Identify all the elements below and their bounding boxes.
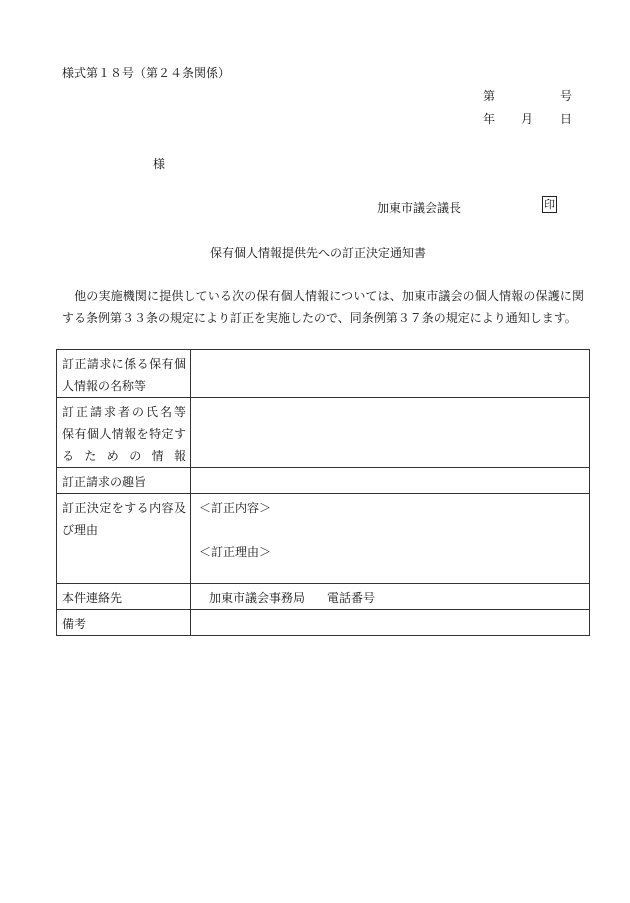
table-label-remarks: 備考 — [57, 610, 191, 636]
doc-number-prefix: 第 — [483, 89, 496, 103]
table-value-request-purpose — [191, 468, 590, 494]
table-row — [57, 610, 590, 636]
table-label-identifying-info: 保有個人情報を特定するための情報 — [62, 427, 186, 463]
contact-office: 加東市議会事務局 — [209, 591, 306, 605]
document-title: 保有個人情報提供先への訂正決定通知書 — [210, 246, 427, 260]
notice-form-table — [56, 349, 590, 636]
issuer-title: 加東市議会議長 — [377, 201, 462, 215]
table-label-decision: 訂正決定をする内容及び理由 — [57, 494, 191, 584]
table-value-decision — [191, 494, 590, 584]
correction-reason-heading: ＜訂正理由＞ — [199, 545, 272, 559]
seal-box: 印 — [544, 198, 555, 211]
date-day-label: 日 — [560, 112, 573, 126]
table-label-contact: 本件連絡先 — [57, 584, 191, 610]
table-value-contact — [191, 584, 590, 610]
table-row — [57, 398, 590, 468]
correction-content-heading: ＜訂正内容＞ — [199, 501, 272, 515]
table-label-info-name: 訂正請求に係る保有個人情報の名称等 — [57, 350, 191, 398]
doc-number-suffix: 号 — [560, 89, 573, 103]
table-value-requester — [191, 398, 590, 468]
table-label-requester — [57, 398, 191, 468]
table-value-remarks — [191, 610, 590, 636]
table-row — [57, 350, 590, 398]
form-number: 様式第１８号（第２４条関係） — [62, 66, 231, 80]
table-row — [57, 468, 590, 494]
table-row — [57, 494, 590, 584]
table-value-info-name — [191, 350, 590, 398]
table-label-requester-name: 訂正請求者の氏名等 — [62, 405, 186, 419]
spacer — [199, 519, 585, 541]
date-year-label: 年 — [483, 112, 496, 126]
body-paragraph: 他の実施機関に提供している次の保有個人情報については、加東市議会の個人情報の保護に関する条例第３３条の規定により訂正を実施したので、同条例第３７条の規定により通知します。 — [62, 289, 584, 325]
contact-phone-label: 電話番号 — [327, 591, 376, 605]
addressee-honorific: 様 — [153, 157, 166, 171]
table-label-request-purpose: 訂正請求の趣旨 — [57, 468, 191, 494]
table-row — [57, 584, 590, 610]
date-month-label: 月 — [521, 112, 534, 126]
